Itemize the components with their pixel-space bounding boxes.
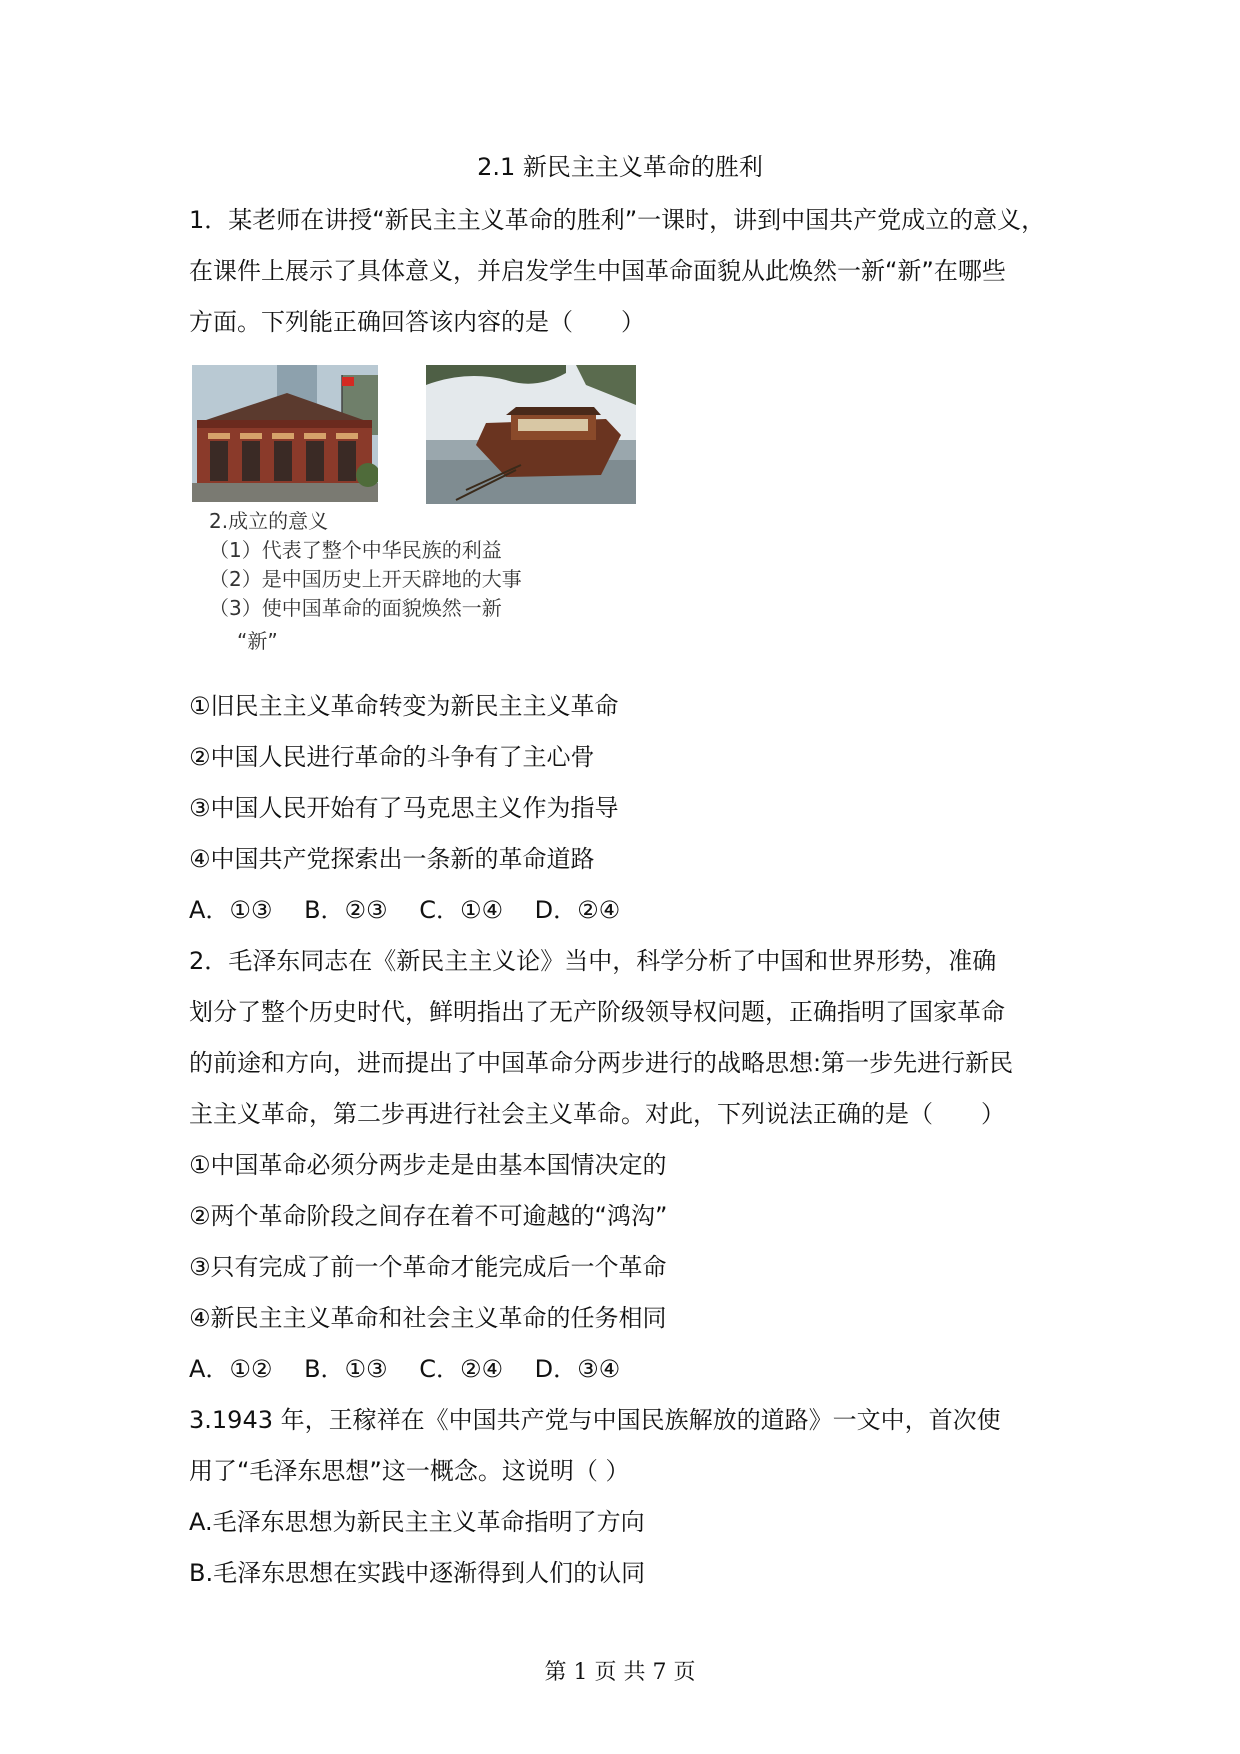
question-1-line: 方面。下列能正确回答该内容的是（ ） [189, 308, 645, 336]
question-3-option: A.毛泽东思想为新民主主义革命指明了方向 [189, 1508, 645, 1536]
question-2-option: ③只有完成了前一个革命才能完成后一个革命 [189, 1253, 667, 1281]
question-1-option: ④中国共产党探索出一条新的革命道路 [189, 845, 595, 873]
question-2-option: ②两个革命阶段之间存在着不可逾越的“鸿沟” [189, 1202, 668, 1230]
figure-note: （1）代表了整个中华民族的利益 [209, 538, 502, 562]
memorial-building-photo [192, 365, 378, 502]
question-1-figure [189, 357, 1069, 684]
question-1-line: 在课件上展示了具体意义，并启发学生中国革命面貌从此焕然一新“新”在哪些 [189, 257, 1006, 285]
question-3-option: B.毛泽东思想在实践中逐渐得到人们的认同 [189, 1559, 646, 1587]
figure-note: （2）是中国历史上开天辟地的大事 [209, 567, 522, 591]
question-2-line: 2．毛泽东同志在《新民主主义论》当中，科学分析了中国和世界形势，准确 [189, 947, 997, 975]
page-title: 2.1 新民主主义革命的胜利 [477, 153, 763, 181]
question-3-line: 用了“毛泽东思想”这一概念。这说明（ ） [189, 1457, 630, 1485]
document-body [189, 198, 1069, 1602]
figure-note: 2.成立的意义 [209, 509, 329, 533]
question-2-line: 划分了整个历史时代，鲜明指出了无产阶级领导权问题，正确指明了国家革命 [189, 998, 1005, 1026]
question-2-choices: A．①② B．①③ C．②④ D．③④ [189, 1355, 621, 1383]
question-2-line: 主主义革命，第二步再进行社会主义革命。对此，下列说法正确的是（ ） [189, 1100, 1005, 1128]
question-1-option: ①旧民主主义革命转变为新民主主义革命 [189, 692, 619, 720]
question-1-line: 1．某老师在讲授“新民主主义革命的胜利”一课时，讲到中国共产党成立的意义， [189, 206, 1046, 234]
question-2-option: ①中国革命必须分两步走是由基本国情决定的 [189, 1151, 667, 1179]
question-1-choices: A．①③ B．②③ C．①④ D．②④ [189, 896, 621, 924]
figure-note: （3）使中国革命的面貌焕然一新 [209, 596, 502, 620]
figure-note: “新” [237, 629, 278, 653]
question-3-line: 3.1943 年，王稼祥在《中国共产党与中国民族解放的道路》一文中，首次使 [189, 1406, 1001, 1434]
page-footer: 第 1 页 共 7 页 [544, 1660, 696, 1685]
question-1-option: ③中国人民开始有了马克思主义作为指导 [189, 794, 619, 822]
question-1-option: ②中国人民进行革命的斗争有了主心骨 [189, 743, 595, 771]
red-boat-photo [426, 365, 636, 504]
question-2-line: 的前途和方向，进而提出了中国革命分两步进行的战略思想:第一步先进行新民 [189, 1049, 1014, 1077]
question-2-option: ④新民主主义革命和社会主义革命的任务相同 [189, 1304, 667, 1332]
figure-notes [209, 507, 522, 656]
